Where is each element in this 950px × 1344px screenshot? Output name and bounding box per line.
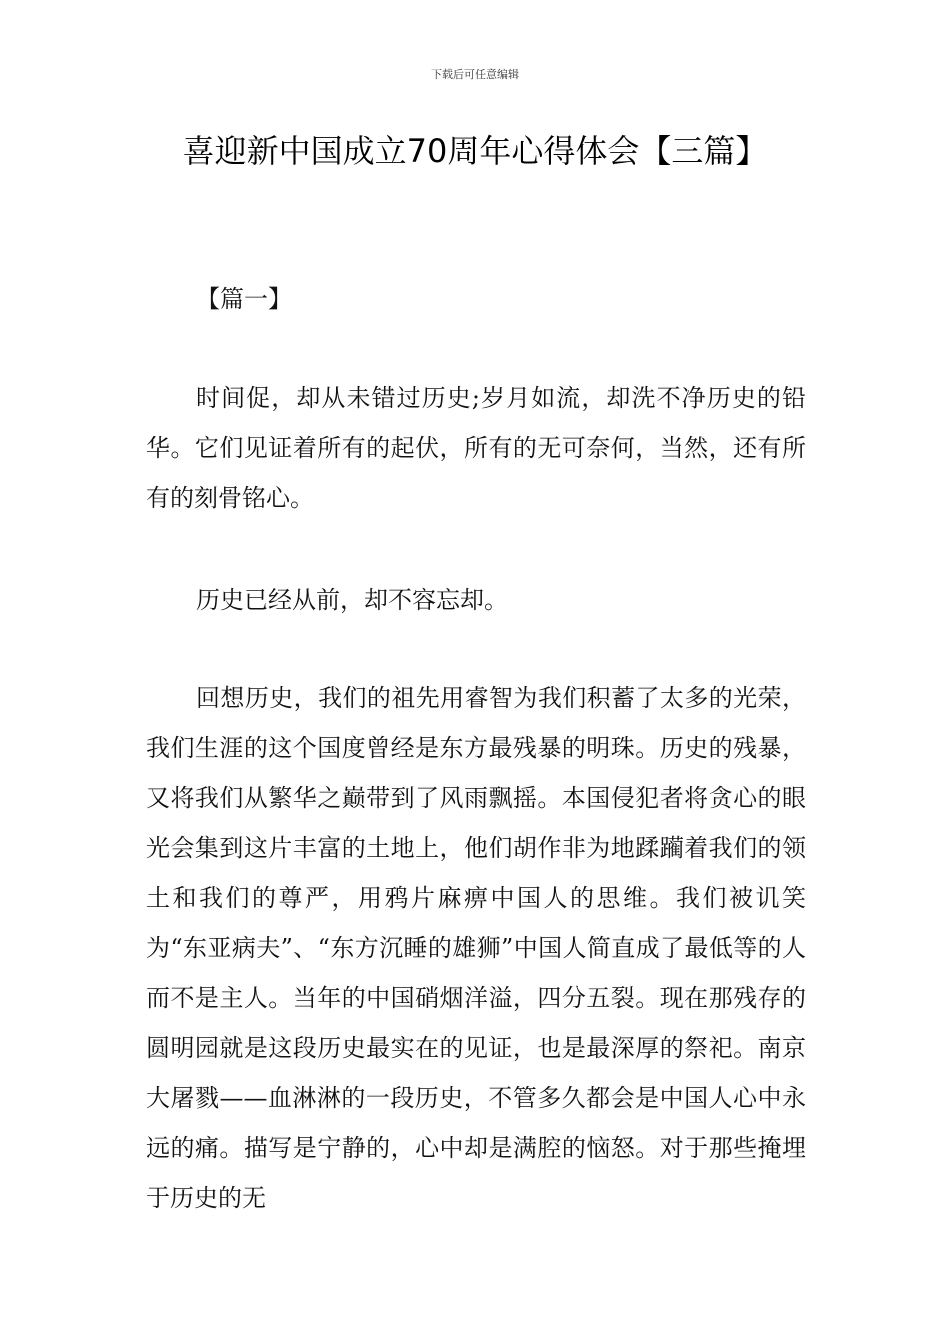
paragraph-2: 历史已经从前，却不容忘却。: [196, 586, 508, 614]
section-label: 【篇一】: [196, 285, 292, 313]
paragraph-1: 时间促，却从未错过历史;岁月如流，却洗不净历史的铅华。它们见证着所有的起伏，所有的无可奈何，当然，还有所有的刻骨铭心。: [146, 384, 806, 512]
paragraph-3: 回想历史，我们的祖先用睿智为我们积蓄了太多的光荣，我们生涯的这个国度曾经是东方最残暴的明珠。历史的残暴，又将我们从繁华之巅带到了风雨飘摇。本国侵犯者将贪心的眼光会集到这片丰富的土地上，他们胡作非为地蹂躏着我们的领土和我们的尊严，用鸦片麻痹中国人的思维。我们被讥笑为“东亚病夫”、“东方沉睡的雄狮”中国人简直成了最低等的人而不是主人。当年的中国硝烟洋溢，四分五裂。现在那残存的圆明园就是这段历史最实在的见证，也是最深厚的祭祀。南京大屠戮——血淋淋的一段历史，不管多久都会是中国人心中永远的痛。描写是宁静的，心中却是满腔的恼怒。对于那些掩埋于历史的无: [146, 684, 806, 1212]
document-title: 喜迎新中国成立70周年心得体会【三篇】: [182, 132, 768, 170]
header-note: 下载后可任意编辑: [431, 68, 519, 81]
